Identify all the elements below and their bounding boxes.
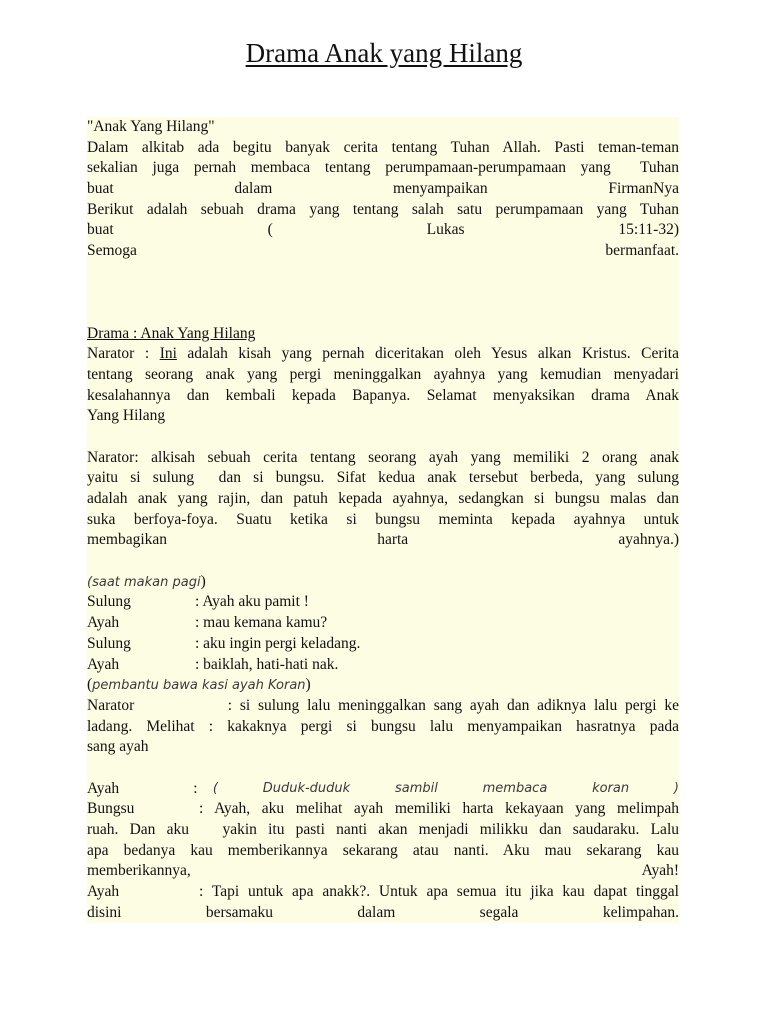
narrator-line: tentang seorang anak yang pergi meninggalkan ayahnya yang kemudian menyadari [87, 365, 679, 383]
intro-line: buat ( Lukas 15:11-32) [87, 221, 679, 239]
dialog-line: Ayah : Tapi untuk apa anakk?. Untuk apa semua itu jika kau dapat tinggal [87, 883, 679, 901]
stage-direction: (pembantu bawa kasi ayah Koran) [87, 676, 311, 694]
dialog-line: Ayah : mau kemana kamu? [87, 614, 328, 632]
document-body [87, 117, 679, 923]
narrator-line: Narator : si sulung lalu meninggalkan sang ayah dan adiknya lalu pergi ke [87, 696, 679, 714]
narrator-line: sang ayah [87, 738, 149, 756]
narrator-line: membagikan harta ayahnya.) [87, 531, 679, 549]
intro-line: sekalian juga pernah membaca tentang perumpamaan-perumpamaan yang Tuhan [87, 159, 679, 177]
page-title: Drama Anak yang Hilang [245, 38, 523, 68]
narrator-line: Narator: alkisah sebuah cerita tentang seorang ayah yang memiliki 2 orang anak [87, 448, 679, 466]
dialog-line: Sulung : Ayah aku pamit ! [87, 593, 309, 611]
dialog-continuation: disini bersamaku dalam segala kelimpahan. [87, 903, 679, 921]
narrator-line: ladang. Melihat : kakaknya pergi si bungsu lalu menyampaikan hasratnya pada [87, 717, 679, 735]
intro-line: Semoga bermanfaat. [87, 242, 679, 260]
intro-line: "Anak Yang Hilang" [87, 118, 215, 135]
narrator-paragraph-1: Narator : Ini adalah kisah yang pernah diceritakan oleh Yesus alkan Kristus. Cerita [87, 345, 679, 363]
dialog-continuation: memberikannya, Ayah! [87, 862, 679, 880]
narrator-line: suka berfoya-foya. Suatu ketika si bungsu meminta kepada ayahnya untuk [87, 510, 679, 528]
dialog-line: Bungsu : Ayah, aku melihat ayah memiliki harta kekayaan yang melimpah [87, 800, 679, 818]
dialog-continuation: ruah. Dan aku yakin itu pasti nanti akan menjadi milikku dan saudaraku. Lalu [87, 821, 679, 838]
dialog-line: Sulung : aku ingin pergi keladang. [87, 634, 361, 652]
dialog-line: Ayah : baiklah, hati-hati nak. [87, 655, 339, 673]
narrator-line: yaitu si sulung dan si bungsu. Sifat kedua anak tersebut berbeda, yang sulung [87, 469, 679, 487]
dialog-line-stage: Ayah : ( Duduk-duduk sambil membaca koran ) [87, 779, 679, 800]
intro-line: Dalam alkitab ada begitu banyak cerita tentang Tuhan Allah. Pasti teman-teman [87, 138, 679, 156]
dialog-continuation: apa bedanya kau memberikannya sekarang atau nanti. Aku mau sekarang kau [87, 841, 679, 859]
drama-heading: Drama : Anak Yang Hilang [87, 324, 256, 342]
stage-direction: (saat makan pagi) [87, 572, 206, 590]
intro-line: Berikut adalah sebuah drama yang tentang salah satu perumpamaan yang Tuhan [87, 200, 679, 218]
stage-direction: ( Duduk-duduk sambil membaca koran ) [212, 780, 679, 796]
narrator-line: adalah anak yang rajin, dan patuh kepada ayahnya, sedangkan si bungsu malas dan [87, 490, 679, 507]
narrator-line: kesalahannya dan kembali kepada Bapanya. Selamat menyaksikan drama Anak [87, 386, 679, 404]
narrator-line: Yang Hilang [87, 407, 166, 425]
intro-line: buat dalam menyampaikan FirmanNya [87, 180, 679, 198]
